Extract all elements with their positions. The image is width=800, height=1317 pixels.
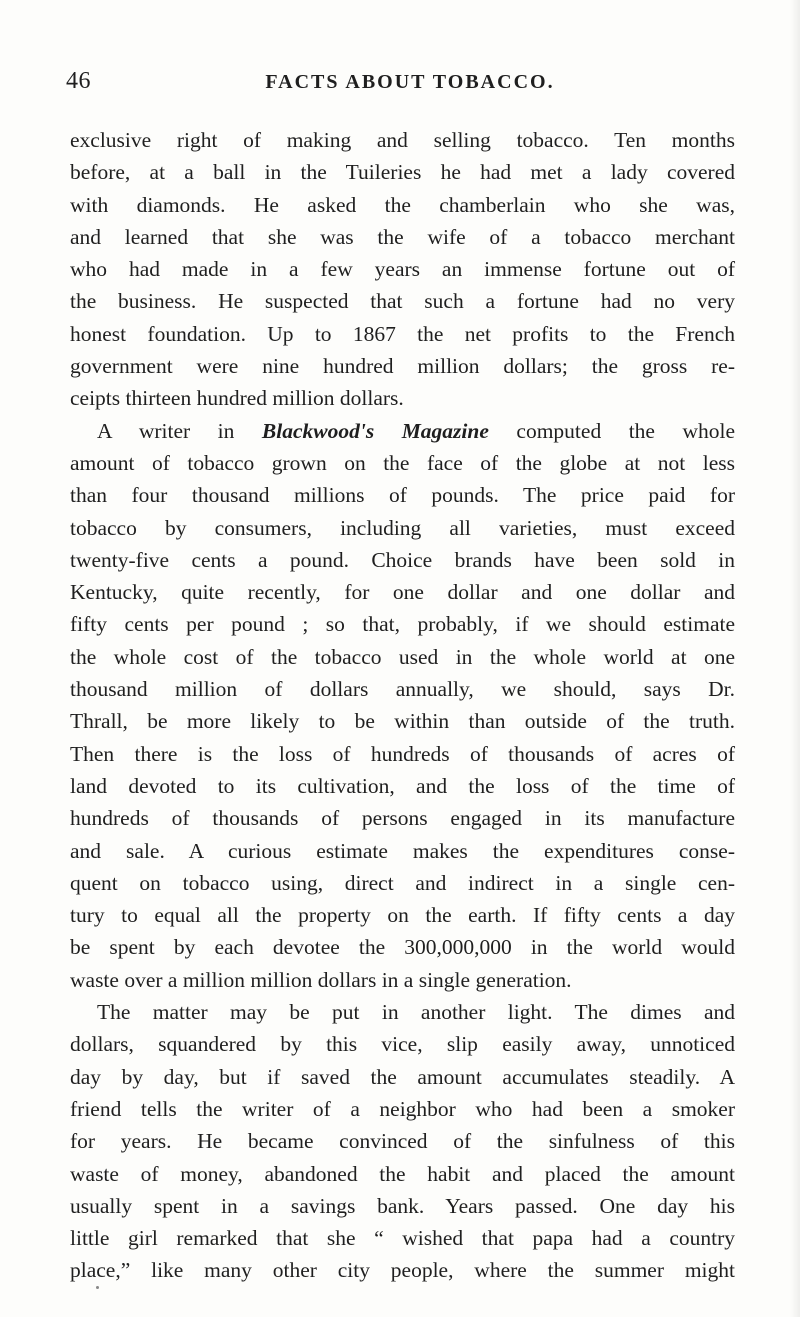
text-line: the whole cost of the tobacco used in the whole world at one <box>70 644 735 669</box>
text-line: with diamonds. He asked the chamberlain who she was, <box>70 192 735 217</box>
text-line: than four thousand millions of pounds. The price paid for <box>70 483 735 508</box>
paper-speck <box>96 1286 99 1289</box>
text-line: fifty cents per pound ; so that, probably, if we should estimate <box>70 612 735 637</box>
text-line: tury to equal all the property on the earth. If fifty cents a day <box>70 903 735 928</box>
text-line: little girl remarked that she “ wished that papa had a country <box>70 1226 735 1251</box>
text-line: waste of money, abandoned the habit and placed the amount <box>70 1161 735 1186</box>
text-line: and learned that she was the wife of a tobacco merchant <box>70 224 735 249</box>
text-line: dollars, squandered by this vice, slip easily away, unnoticed <box>70 1032 735 1057</box>
magazine-title: Blackwood's Magazine <box>261 418 489 443</box>
page-edge-shadow <box>790 0 800 1317</box>
text-line: tobacco by consumers, including all varieties, must exceed <box>70 515 735 540</box>
text-line: friend tells the writer of a neighbor who had been a smoker <box>70 1096 735 1121</box>
text-line: who had made in a few years an immense fortune out of <box>70 257 735 282</box>
text-line: and sale. A curious estimate makes the expenditures conse- <box>70 838 735 863</box>
text-line: exclusive right of making and selling tobacco. Ten months <box>70 128 735 152</box>
text-line: ceipts thirteen hundred million dollars. <box>70 386 404 411</box>
text-line: quent on tobacco using, direct and indirect in a single cen- <box>70 870 735 895</box>
text-line: Thrall, be more likely to be within than outside of the truth. <box>70 709 735 734</box>
text-fragment: computed the whole <box>488 418 735 443</box>
text-line: the business. He suspected that such a fortune had no very <box>70 289 735 314</box>
text-line: waste over a million million dollars in a single generation. <box>70 967 572 992</box>
text-line: honest foundation. Up to 1867 the net profits to the French <box>70 321 735 346</box>
text-line: amount of tobacco grown on the face of the globe at not less <box>70 450 735 475</box>
text-line: day by day, but if saved the amount accumulates steadily. A <box>70 1064 735 1089</box>
text-line: Then there is the loss of hundreds of thousands of acres of <box>70 741 735 766</box>
text-line: usually spent in a savings bank. Years passed. One day his <box>70 1193 735 1218</box>
page-number: 46 <box>66 68 91 94</box>
text-line: government were nine hundred million dollars; the gross re- <box>70 354 735 379</box>
body-text <box>70 124 735 1287</box>
text-line: be spent by each devotee the 300,000,000 in the world would <box>70 935 735 960</box>
text-line: for years. He became convinced of the sinfulness of this <box>70 1129 735 1154</box>
page-header <box>66 68 736 108</box>
text-line-with-title <box>70 415 735 447</box>
text-line: twenty-five cents a pound. Choice brands have been sold in <box>70 547 735 572</box>
text-line: thousand million of dollars annually, we should, says Dr. <box>70 677 735 702</box>
text-line: hundreds of thousands of persons engaged in its manufacture <box>70 806 735 831</box>
text-line: land devoted to its cultivation, and the loss of the time of <box>70 773 735 798</box>
running-head: FACTS ABOUT TOBACCO. <box>265 71 555 93</box>
text-line: place,” like many other city people, where the summer might <box>70 1258 735 1283</box>
text-fragment: A writer in <box>97 418 262 443</box>
text-line: Kentucky, quite recently, for one dollar and one dollar and <box>70 580 735 605</box>
text-line: before, at a ball in the Tuileries he had met a lady covered <box>70 160 735 185</box>
text-line: The matter may be put in another light. The dimes and <box>97 1000 735 1025</box>
